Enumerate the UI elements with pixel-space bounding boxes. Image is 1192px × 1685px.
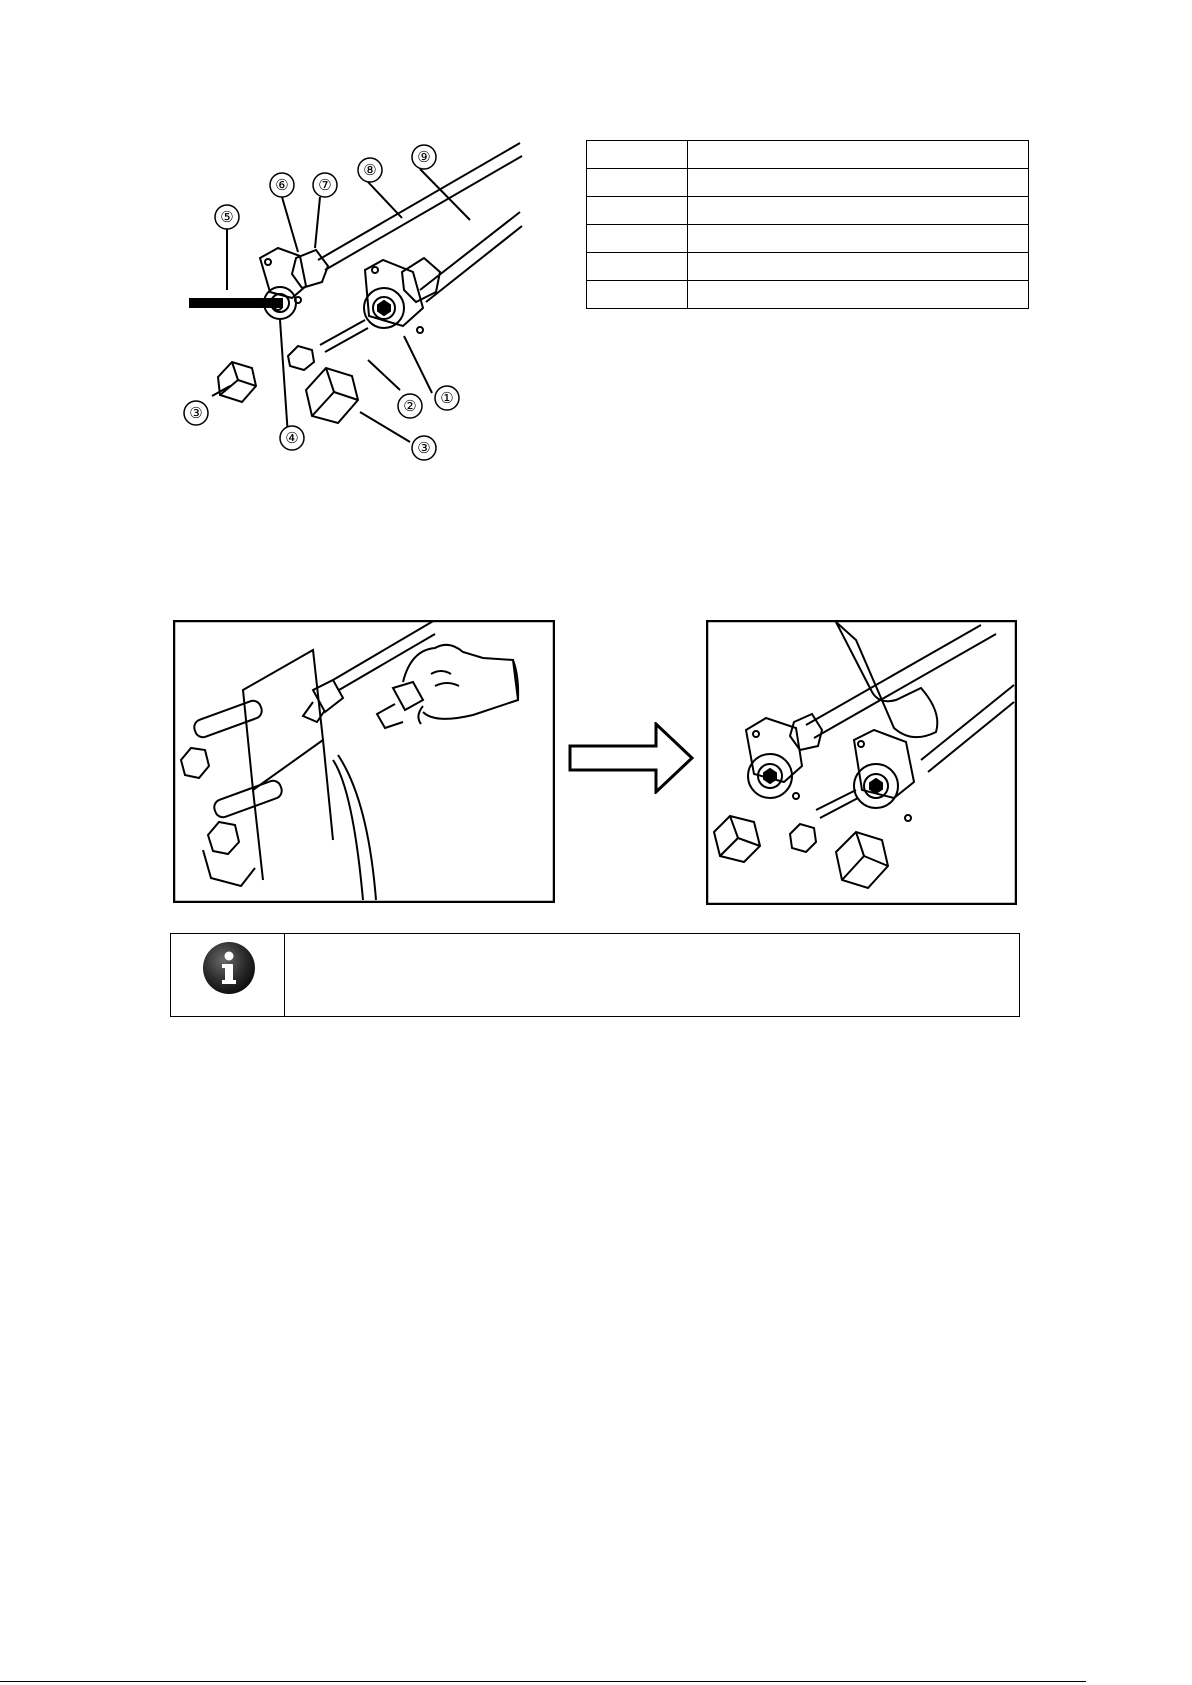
parts-table bbox=[586, 140, 1029, 309]
table-cell-num bbox=[587, 197, 688, 225]
table-cell-desc bbox=[688, 253, 1029, 281]
table-row bbox=[587, 253, 1029, 281]
table-cell-desc bbox=[688, 141, 1029, 169]
callout-1: ① bbox=[440, 390, 454, 407]
info-note-text bbox=[285, 934, 1019, 1016]
valve-exploded-diagram bbox=[170, 140, 530, 470]
footer-rule bbox=[0, 1681, 1086, 1682]
callout-5: ⑤ bbox=[220, 209, 234, 226]
table-row bbox=[587, 197, 1029, 225]
table-row bbox=[587, 169, 1029, 197]
wrench-on-valve-illustration bbox=[706, 620, 1017, 905]
table-cell-num bbox=[587, 253, 688, 281]
callout-4: ④ bbox=[285, 430, 299, 447]
callout-3-right: ③ bbox=[417, 440, 431, 457]
table-cell-num bbox=[587, 141, 688, 169]
callout-6: ⑥ bbox=[275, 177, 289, 194]
info-icon-cell bbox=[171, 934, 285, 1016]
hand-removing-valve-cap-illustration bbox=[173, 620, 555, 903]
table-row bbox=[587, 281, 1029, 309]
table-cell-num bbox=[587, 281, 688, 309]
callout-9: ⑨ bbox=[417, 149, 431, 166]
callout-7: ⑦ bbox=[318, 177, 332, 194]
info-note-box bbox=[170, 933, 1020, 1017]
callout-2: ② bbox=[403, 398, 417, 415]
callout-3-left: ③ bbox=[189, 405, 203, 422]
info-icon bbox=[201, 940, 257, 996]
table-row bbox=[587, 141, 1029, 169]
table-cell-desc bbox=[688, 281, 1029, 309]
right-arrow-icon bbox=[568, 722, 696, 794]
table-cell-num bbox=[587, 169, 688, 197]
table-cell-desc bbox=[688, 225, 1029, 253]
table-cell-desc bbox=[688, 197, 1029, 225]
table-row bbox=[587, 225, 1029, 253]
table-cell-num bbox=[587, 225, 688, 253]
table-cell-desc bbox=[688, 169, 1029, 197]
callout-8: ⑧ bbox=[363, 162, 377, 179]
